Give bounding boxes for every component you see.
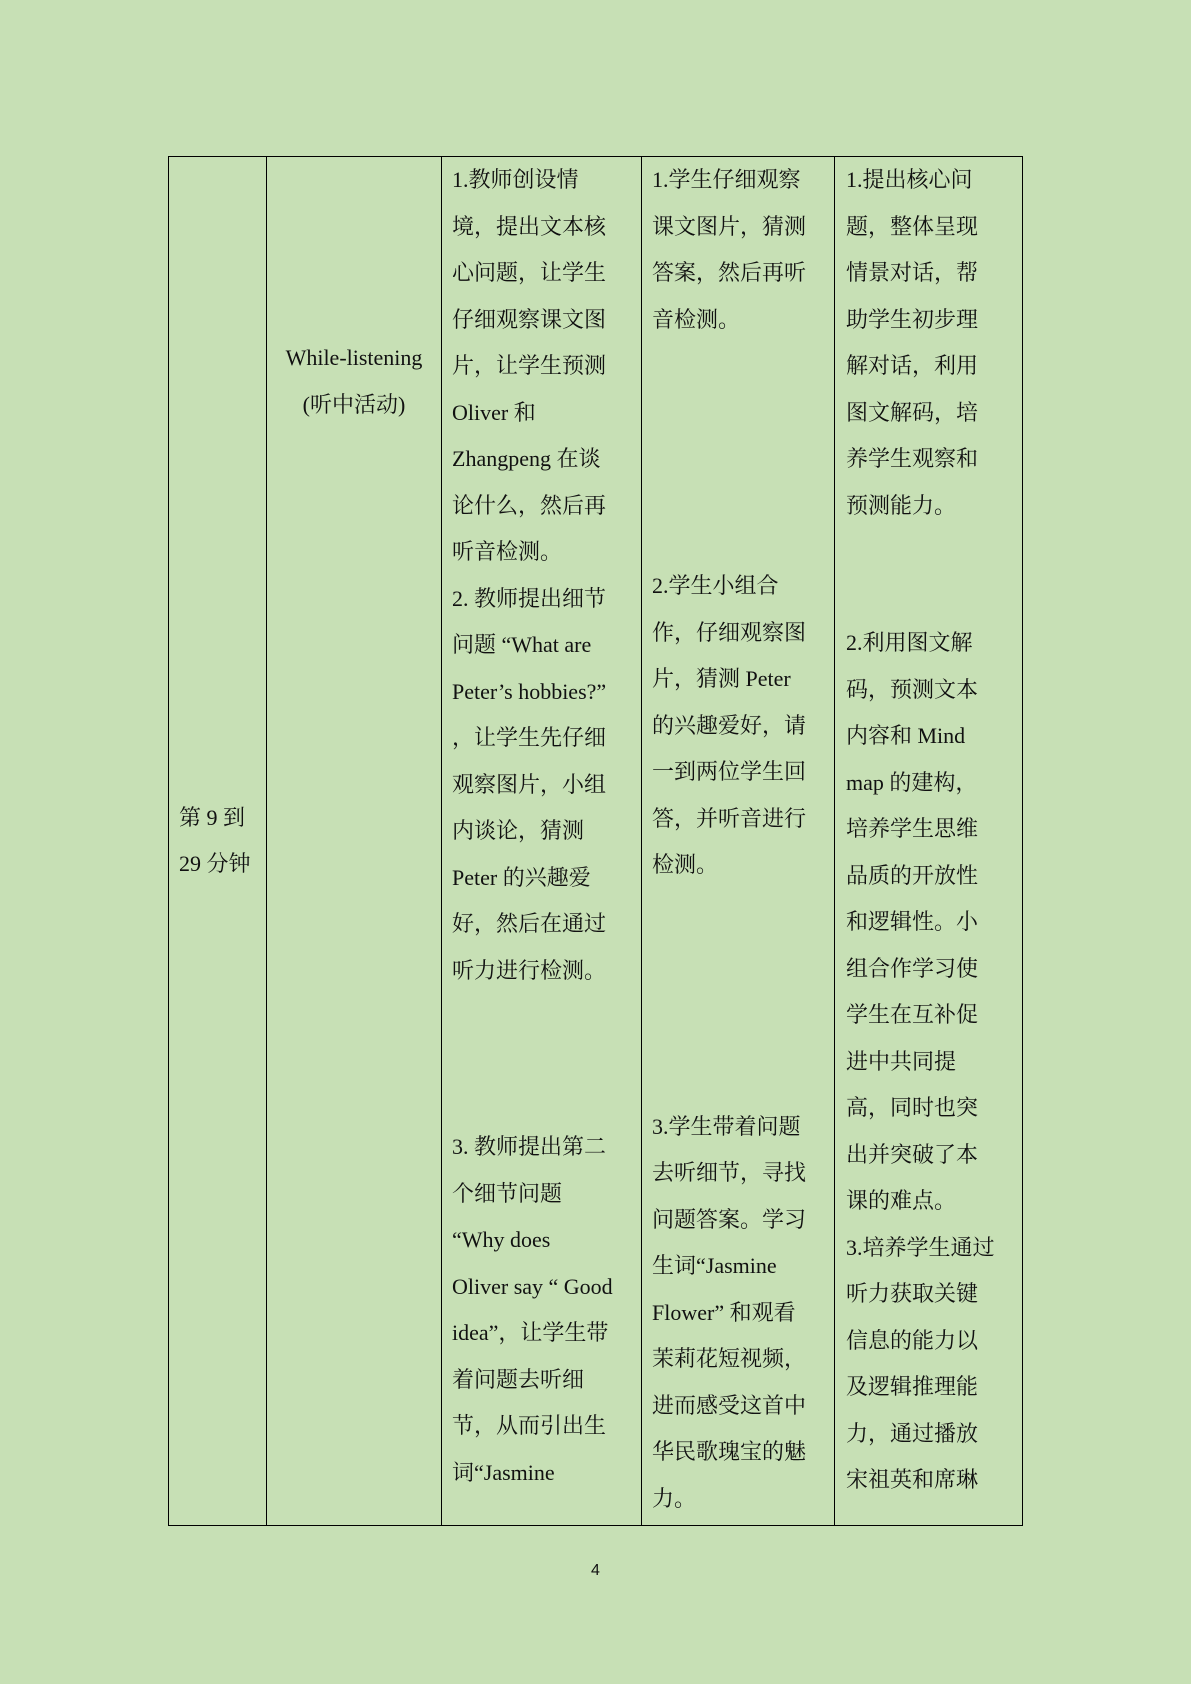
purpose-text-line: 出并突破了本 bbox=[846, 1141, 979, 1167]
student-text-line: 课文图片，猜测 bbox=[652, 213, 807, 239]
purpose-text-line: 组合作学习使 bbox=[846, 955, 979, 981]
student-text-line: 检测。 bbox=[652, 852, 719, 877]
student-text-line: 1.学生仔细观察 bbox=[652, 167, 801, 192]
teacher-text-line: 论什么，然后再 bbox=[452, 492, 607, 518]
purpose-text-line: 学生在互补促 bbox=[846, 1002, 979, 1027]
student-text-line: 进而感受这首中 bbox=[652, 1392, 807, 1418]
student-activity-cell bbox=[642, 157, 835, 1526]
design-purpose-cell bbox=[835, 157, 1023, 1526]
stage-line: (听中活动) bbox=[302, 391, 406, 417]
purpose-text-line: 题，整体呈现 bbox=[846, 213, 979, 239]
teacher-text-line: Zhangpeng 在谈 bbox=[452, 446, 601, 471]
student-paragraph-2 bbox=[652, 563, 828, 889]
purpose-text-line: 和逻辑性。小 bbox=[846, 909, 979, 934]
purpose-text-line: 宋祖英和席琳 bbox=[846, 1467, 979, 1492]
purpose-text-line: map 的建构， bbox=[846, 769, 978, 795]
time-line: 第 9 到 bbox=[179, 804, 246, 830]
student-text-line: 的兴趣爱好，请 bbox=[652, 712, 807, 738]
purpose-text-line: 信息的能力以 bbox=[846, 1327, 979, 1353]
student-text-line: 音检测。 bbox=[652, 306, 741, 332]
purpose-text-line: 1.提出核心问 bbox=[846, 167, 973, 192]
teacher-text-line: 听音检测。 bbox=[452, 539, 563, 564]
teacher-paragraph-2 bbox=[452, 576, 635, 995]
purpose-text-line: 图文解码，培 bbox=[846, 399, 979, 425]
purpose-paragraph-1 bbox=[846, 157, 1018, 529]
student-text-line: 茉莉花短视频， bbox=[652, 1346, 807, 1371]
purpose-text-line: 进中共同提 bbox=[846, 1048, 957, 1074]
purpose-text-line: 高，同时也突 bbox=[846, 1095, 979, 1120]
purpose-text-line: 课的难点。 bbox=[846, 1188, 957, 1213]
student-text-line: 3.学生带着问题 bbox=[652, 1113, 801, 1139]
student-text-line: 生词“Jasmine bbox=[652, 1253, 777, 1278]
student-text-line: 答，并听音进行 bbox=[652, 805, 807, 831]
teacher-paragraph-1 bbox=[452, 157, 635, 576]
purpose-text-line: 情景对话，帮 bbox=[846, 260, 979, 285]
purpose-text-line: 听力获取关键 bbox=[846, 1281, 979, 1306]
teacher-text-line: Peter 的兴趣爱 bbox=[452, 864, 591, 890]
student-paragraph-1 bbox=[652, 157, 828, 343]
teacher-text-line: 节，从而引出生 bbox=[452, 1413, 607, 1438]
purpose-text-line: 码，预测文本 bbox=[846, 676, 979, 702]
teacher-text-line: 听力进行检测。 bbox=[452, 957, 607, 983]
teacher-text-line: 内谈论，猜测 bbox=[452, 818, 585, 843]
teacher-text-line: 境，提出文本核 bbox=[452, 213, 607, 239]
student-text-line: 答案，然后再听 bbox=[652, 260, 807, 285]
teacher-text-line: 2. 教师提出细节 bbox=[452, 585, 607, 611]
student-paragraph-3 bbox=[652, 1104, 828, 1523]
purpose-text-line: 品质的开放性 bbox=[846, 862, 979, 888]
purpose-text-line: 预测能力。 bbox=[846, 492, 957, 518]
time-cell bbox=[169, 157, 267, 1526]
purpose-text-line: 解对话，利用 bbox=[846, 353, 979, 378]
student-text-line: 片，猜测 Peter bbox=[652, 666, 791, 691]
page-number: 4 bbox=[591, 1562, 600, 1579]
purpose-text-line: 助学生初步理 bbox=[846, 306, 979, 332]
lesson-plan-table bbox=[168, 156, 1023, 1526]
purpose-text-line: 2.利用图文解 bbox=[846, 630, 973, 655]
purpose-paragraph-3 bbox=[846, 1225, 1018, 1504]
teacher-paragraph-3 bbox=[452, 1124, 635, 1496]
teacher-text-line: 个细节问题 bbox=[452, 1180, 563, 1206]
student-text-line: 作，仔细观察图 bbox=[652, 619, 807, 645]
purpose-text-line: 内容和 Mind bbox=[846, 723, 966, 748]
student-text-line: 一到两位学生回 bbox=[652, 759, 807, 784]
teacher-text-line: 仔细观察课文图 bbox=[452, 306, 607, 332]
table-row bbox=[169, 157, 1023, 1526]
teacher-text-line: 词“Jasmine bbox=[452, 1459, 555, 1485]
teacher-text-line: 1.教师创设情 bbox=[452, 167, 579, 192]
teacher-text-line: 观察图片，小组 bbox=[452, 771, 607, 797]
teacher-text-line: 问题 “What are bbox=[452, 632, 592, 657]
time-line: 29 分钟 bbox=[179, 851, 251, 876]
teacher-text-line: Oliver say “ Good bbox=[452, 1273, 613, 1299]
teacher-text-line: Oliver 和 bbox=[452, 399, 536, 425]
stage-line: While-listening bbox=[285, 345, 423, 370]
student-text-line: 去听细节，寻找 bbox=[652, 1160, 807, 1185]
purpose-text-line: 3.培养学生通过 bbox=[846, 1234, 995, 1260]
teacher-text-line: 心问题，让学生 bbox=[452, 260, 607, 285]
student-text-line: 力。 bbox=[652, 1485, 697, 1511]
purpose-text-line: 力，通过播放 bbox=[846, 1420, 979, 1446]
student-text-line: 问题答案。学习 bbox=[652, 1206, 807, 1232]
teacher-activity-cell bbox=[442, 157, 642, 1526]
teacher-text-line: 着问题去听细 bbox=[452, 1366, 585, 1392]
student-text-line: Flower” 和观看 bbox=[652, 1299, 796, 1325]
teacher-text-line: idea”，让学生带 bbox=[452, 1320, 609, 1345]
teacher-text-line: 片，让学生预测 bbox=[452, 353, 607, 378]
student-text-line: 2.学生小组合 bbox=[652, 573, 779, 598]
purpose-text-line: 及逻辑推理能 bbox=[846, 1374, 979, 1399]
teacher-text-line: Peter’s hobbies?” bbox=[452, 678, 607, 704]
teacher-text-line: ，让学生先仔细 bbox=[452, 725, 607, 750]
purpose-text-line: 培养学生思维 bbox=[846, 816, 979, 841]
teacher-text-line: 好，然后在通过 bbox=[452, 911, 607, 936]
student-text-line: 华民歌瑰宝的魅 bbox=[652, 1439, 807, 1464]
teacher-text-line: “Why does bbox=[452, 1227, 551, 1252]
teacher-text-line: 3. 教师提出第二 bbox=[452, 1134, 607, 1159]
purpose-paragraph-2 bbox=[846, 620, 1018, 1225]
stage-cell bbox=[267, 157, 442, 1526]
purpose-text-line: 养学生观察和 bbox=[846, 446, 979, 471]
